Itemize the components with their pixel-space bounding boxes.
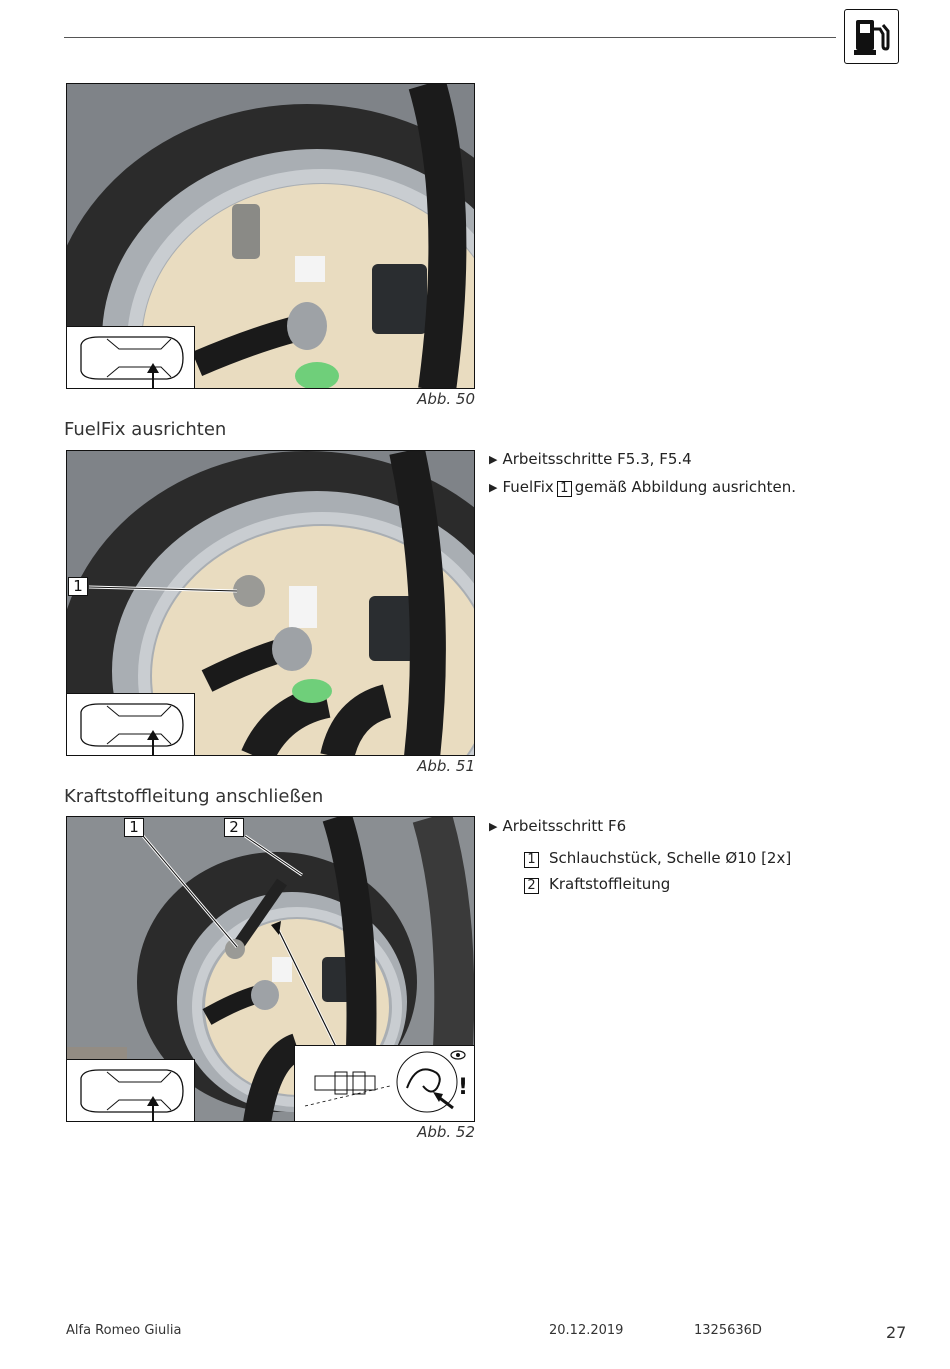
legend-number-box: 2 xyxy=(524,878,539,894)
bullet-triangle-icon: ▶ xyxy=(489,820,498,833)
hose-clamp-detail-inset xyxy=(294,1045,474,1121)
legend-text: Kraftstoffleitung xyxy=(549,875,671,893)
footer-doc-number: 1325636D xyxy=(694,1323,762,1338)
fuel-pump-icon xyxy=(844,9,899,64)
step-1-2 xyxy=(489,478,796,497)
vehicle-orientation-inset xyxy=(67,693,195,755)
step-1-1 xyxy=(489,450,692,468)
vehicle-orientation-inset xyxy=(67,1059,195,1121)
step-prefix: FuelFix xyxy=(502,478,554,496)
bullet-triangle-icon: ▶ xyxy=(489,481,498,494)
figure-photo-3 xyxy=(66,816,475,1122)
bullet-triangle-icon: ▶ xyxy=(489,453,498,466)
footer-date: 20.12.2019 xyxy=(549,1323,624,1338)
figure-caption-3: Abb. 52 xyxy=(417,1123,475,1141)
section-heading-kraftstoffleitung: Kraftstoffleitung anschließen xyxy=(64,786,324,807)
header-rule xyxy=(64,37,836,38)
footer-model: Alfa Romeo Giulia xyxy=(66,1323,182,1338)
step-text: Arbeitsschritt F6 xyxy=(502,817,627,835)
section-heading-fuelfix: FuelFix ausrichten xyxy=(64,419,227,440)
figure-caption-2: Abb. 51 xyxy=(417,757,475,775)
figure-caption-1: Abb. 50 xyxy=(417,390,475,408)
legend-number-box: 1 xyxy=(524,852,539,868)
legend-item-1 xyxy=(524,849,791,868)
vehicle-orientation-inset xyxy=(67,326,195,388)
legend-text: Schlauchstück, Schelle Ø10 [2x] xyxy=(549,849,792,867)
step-suffix: gemäß Abbildung ausrichten. xyxy=(574,478,796,496)
legend-item-2 xyxy=(524,875,670,894)
figure-3-callout-1: 1 xyxy=(124,818,144,837)
figure-3-callout-2: 2 xyxy=(224,818,244,837)
step-ref-box: 1 xyxy=(557,481,572,497)
svg-text:!: ! xyxy=(458,1075,469,1100)
figure-photo-1 xyxy=(66,83,475,389)
figure-photo-2 xyxy=(66,450,475,756)
page-number: 27 xyxy=(886,1323,907,1342)
step-text: Arbeitsschritte F5.3, F5.4 xyxy=(502,450,692,468)
figure-2-callout-1: 1 xyxy=(68,577,88,596)
step-2-1 xyxy=(489,817,626,835)
